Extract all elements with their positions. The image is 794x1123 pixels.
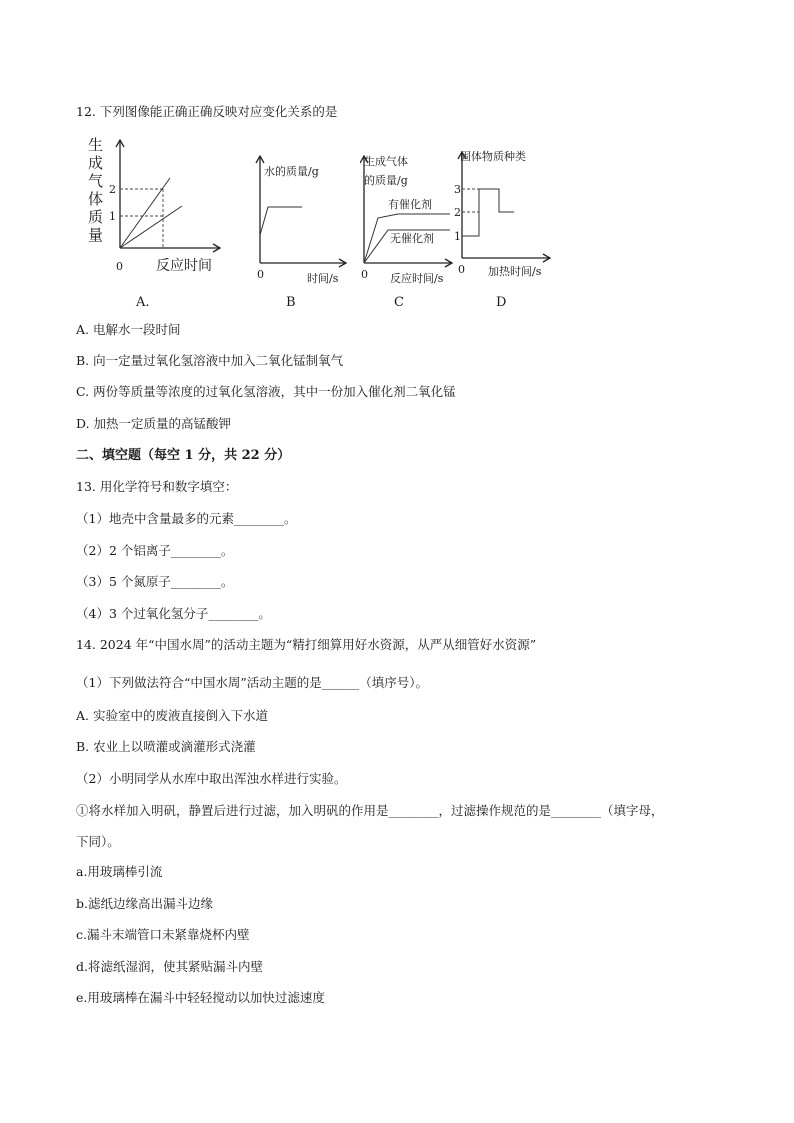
q14-option-d: d.将滤纸湿润，使其紧贴漏斗内壁 bbox=[76, 959, 263, 974]
section-2-title: 二、填空题（每空 1 分，共 22 分） bbox=[76, 448, 291, 463]
q14-sub1: （1）下列做法符合“中国水周”活动主题的是______（填序号）。 bbox=[76, 675, 428, 690]
figure-b bbox=[252, 130, 352, 315]
figure-a bbox=[76, 130, 226, 315]
q12-stem: 12. 下列图像能正确正确反映对应变化关系的是 bbox=[76, 104, 338, 119]
q14-option-c: c.漏斗末端管口未紧靠烧杯内壁 bbox=[76, 927, 250, 942]
fig-b-origin: 0 bbox=[257, 268, 264, 281]
fig-a-tick-2: 2 bbox=[109, 183, 116, 196]
fig-a-line-lower bbox=[120, 206, 182, 248]
q14-sub2-q1-line1: ①将水样加入明矾，静置后进行过滤，加入明矾的作用是________，过滤操作规范的是________（填字母， bbox=[76, 803, 664, 818]
q14-sub2-q1-line2: 下同）。 bbox=[76, 834, 120, 849]
fig-a-ylabel-char: 成 bbox=[88, 154, 104, 172]
fig-a-ylabel-char: 气 bbox=[88, 172, 104, 190]
fig-b-ylabel: 水的质量/g bbox=[264, 165, 319, 178]
fig-d-step-curve bbox=[462, 189, 514, 236]
q14-sub1-option-b: B. 农业上以喷灌或滴灌形式浇灌 bbox=[76, 739, 256, 754]
fig-c-curve2-label: 无催化剂 bbox=[390, 232, 434, 245]
figure-c bbox=[360, 130, 460, 315]
q12-option-d: D. 加热一定质量的高锰酸钾 bbox=[76, 416, 232, 431]
q13-stem: 13. 用化学符号和数字填空： bbox=[76, 479, 238, 494]
fig-b-curve bbox=[260, 207, 302, 235]
fig-d-tick-3: 3 bbox=[454, 183, 461, 196]
fig-a-line-upper bbox=[120, 178, 170, 248]
fig-d-origin: 0 bbox=[458, 263, 465, 276]
q14-sub1-option-a: A. 实验室中的废液直接倒入下水道 bbox=[76, 708, 268, 723]
fig-d-tick-2: 2 bbox=[454, 206, 461, 219]
q13-item-1: （1）地壳中含量最多的元素________。 bbox=[76, 511, 297, 526]
q14-stem: 14. 2024 年“中国水周”的活动主题为“精打细算用好水资源，从严从细管好水资源” bbox=[76, 637, 537, 652]
q13-item-3: （3）5 个氮原子________。 bbox=[76, 574, 234, 589]
fig-c-caption: C bbox=[394, 295, 404, 310]
fig-a-ylabel-char: 量 bbox=[88, 226, 104, 244]
fig-a-tick-1: 1 bbox=[109, 210, 116, 223]
fig-b-xlabel: 时间/s bbox=[307, 272, 339, 285]
q14-sub2: （2）小明同学从水库中取出浑浊水样进行实验。 bbox=[76, 771, 347, 786]
q14-option-a: a.用玻璃棒引流 bbox=[76, 864, 163, 879]
q12-figures bbox=[76, 130, 556, 315]
q14-option-e: e.用玻璃棒在漏斗中轻轻搅动以加快过滤速度 bbox=[76, 990, 325, 1005]
fig-c-ylabel-1: 生成气体 bbox=[364, 155, 408, 168]
fig-c-curve1-label: 有催化剂 bbox=[388, 198, 432, 211]
fig-d-ylabel: 固体物质种类 bbox=[460, 150, 526, 163]
fig-d-xlabel: 加热时间/s bbox=[488, 265, 542, 278]
fig-c-ylabel-2: 的质量/g bbox=[364, 174, 408, 187]
fig-d-caption: D bbox=[496, 295, 507, 310]
q12-option-c: C. 两份等质量等浓度的过氧化氢溶液，其中一份加入催化剂二氧化锰 bbox=[76, 384, 456, 399]
fig-a-caption: A. bbox=[136, 295, 150, 310]
fig-a-ylabel-char: 体 bbox=[88, 190, 104, 208]
fig-a-origin: 0 bbox=[116, 260, 123, 273]
q12-option-b: B. 向一定量过氧化氢溶液中加入二氧化锰制氧气 bbox=[76, 353, 344, 368]
q13-item-2: （2）2 个铝离子________。 bbox=[76, 543, 234, 558]
fig-c-xlabel: 反应时间/s bbox=[390, 272, 444, 285]
fig-d-tick-1: 1 bbox=[454, 230, 461, 243]
fig-b-caption: B bbox=[286, 295, 296, 310]
q13-item-4: （4）3 个过氧化氢分子________。 bbox=[76, 606, 271, 621]
q12-option-a: A. 电解水一段时间 bbox=[76, 322, 181, 337]
fig-a-ylabel-char: 质 bbox=[88, 208, 104, 226]
figure-d bbox=[454, 130, 556, 315]
fig-a-ylabel-char: 生 bbox=[88, 136, 104, 154]
fig-c-origin: 0 bbox=[361, 268, 368, 281]
q14-option-b: b.滤纸边缘高出漏斗边缘 bbox=[76, 896, 213, 911]
fig-a-xlabel: 反应时间 bbox=[156, 258, 212, 274]
